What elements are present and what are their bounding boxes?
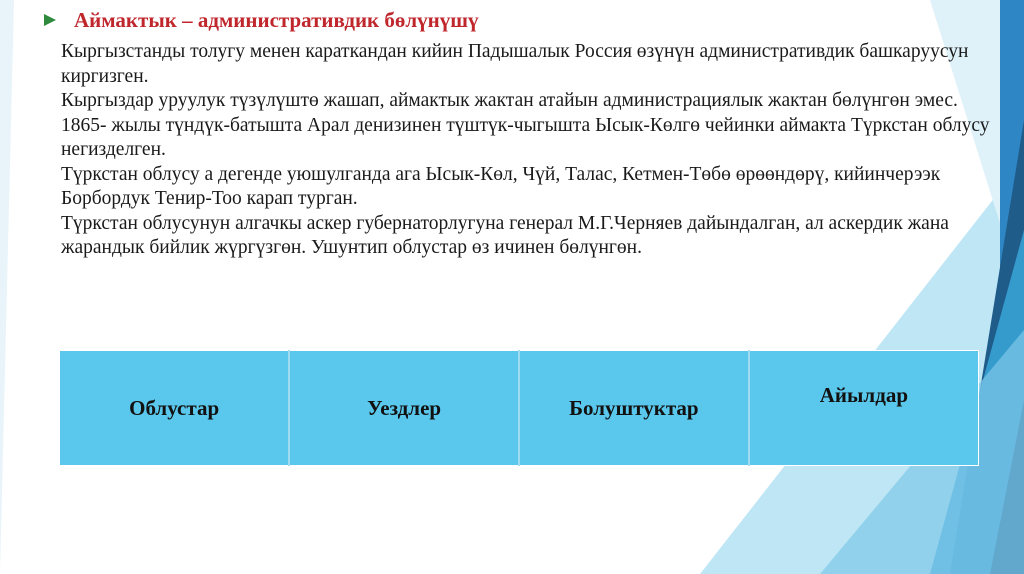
paragraph: 1865- жылы түндүк-батышта Арал денизинен түштүк-чыгышта Ысык-Көлгө чейинки аймакта Түркстан облусу негизделген. bbox=[61, 114, 990, 160]
table-row bbox=[60, 351, 979, 466]
slide-title: Аймактык – административдик бөлүнүшү bbox=[74, 8, 479, 32]
paragraph: Кыргызстанды толугу менен караткандан кийин Падышалык Россия өзүнүн административдик башкаруусун киргизген. bbox=[61, 41, 969, 87]
paragraph: Кыргыздар уруулук түзүлүштө жашап, аймактык жактан атайын администрациялык жактан бөлүнгөн эмес. bbox=[61, 90, 958, 111]
paragraph: Түркстан облусунун алгачкы аскер губернаторлугуна генерал М.Г.Черняев дайындалган, ал аскердик жана жарандык бийлик жүргүзгөн. Ушунтип облустар өз ичинен бөлүнгөн. bbox=[61, 212, 949, 258]
table-cell-bolushtuktar: Болуштуктар bbox=[519, 351, 749, 466]
table-cell-aiyldar: Айылдар bbox=[749, 351, 979, 466]
arrow-bullet-icon bbox=[44, 14, 56, 26]
admin-divisions-table bbox=[59, 350, 979, 466]
table-cell-oblustar: Облустар bbox=[60, 351, 290, 466]
table-cell-uezdder: Уездлер bbox=[289, 351, 519, 466]
decor-left-facet bbox=[0, 0, 14, 574]
slide-body-text bbox=[61, 40, 996, 261]
paragraph: Түркстан облусу а дегенде уюшулганда ага Ысык-Көл, Чүй, Талас, Кетмен-Төбө өрөөндөрү, кийинчерээк Борбордук Тенир-Тоо карап турган. bbox=[61, 163, 941, 209]
